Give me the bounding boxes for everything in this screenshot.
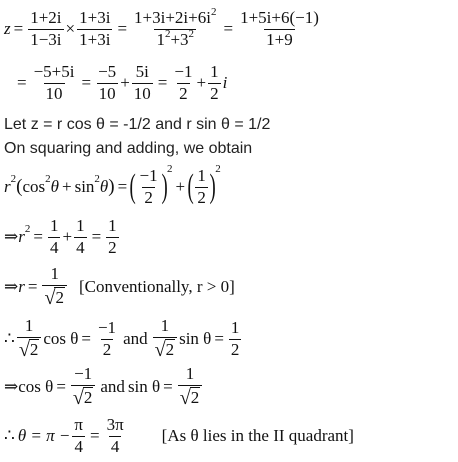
square-root <box>180 387 200 408</box>
radicand: 2 <box>55 288 64 308</box>
denominator <box>71 385 95 408</box>
numerator: −1 <box>139 165 158 185</box>
numerator: 1 <box>185 364 195 384</box>
denominator: 1+3i <box>79 29 111 49</box>
implies-arrow: ⇒ <box>4 277 19 296</box>
numerator <box>132 5 218 29</box>
numerator: 1 <box>50 264 59 284</box>
equals-sign: = <box>13 19 24 38</box>
fraction <box>132 63 153 103</box>
square-root <box>73 387 93 408</box>
equals-sign: = <box>81 329 91 348</box>
open-paren: ( <box>16 176 23 197</box>
equation-step-3 <box>4 162 221 212</box>
equation-step-7 <box>4 362 204 412</box>
close-paren: ) <box>108 176 115 197</box>
radicand: 2 <box>165 340 175 360</box>
equation-step-2 <box>14 58 227 108</box>
fraction <box>72 416 85 456</box>
equals-sign: = <box>157 73 168 92</box>
plus-sign: + <box>120 73 130 92</box>
fraction <box>132 5 218 49</box>
numerator: −5+5i <box>33 61 75 81</box>
denominator: 10 <box>45 83 63 103</box>
numerator: 1+5i+6(−1) <box>240 7 319 27</box>
close-paren-large: ) <box>161 168 168 205</box>
implies-arrow: ⇒ <box>4 377 19 396</box>
fraction <box>48 217 61 257</box>
square-root <box>155 339 175 360</box>
numerator: 3π <box>106 414 124 434</box>
exponent: 2 <box>210 5 217 18</box>
square-root <box>19 339 39 360</box>
times-sign: × <box>65 19 76 38</box>
numerator: 1 <box>76 215 85 235</box>
fraction <box>42 265 66 308</box>
denominator: 2 <box>144 187 153 207</box>
equation-step-1 <box>4 4 323 54</box>
radicand: 2 <box>83 388 93 408</box>
fraction <box>208 63 221 103</box>
numerator: 5i <box>135 61 149 81</box>
denominator: 2 <box>210 83 219 103</box>
equation-step-6 <box>4 314 243 364</box>
denominator <box>153 337 177 360</box>
square-root <box>44 287 64 308</box>
fraction <box>71 365 95 408</box>
exponent: 2 <box>188 27 195 40</box>
denominator <box>178 385 202 408</box>
exponent: 2 <box>45 173 51 185</box>
open-paren-large: ( <box>129 168 136 205</box>
numerator: −1 <box>74 364 93 384</box>
radical-sign-icon: √ <box>179 386 191 409</box>
numerator: 1+3i <box>79 7 111 27</box>
fraction <box>96 319 118 359</box>
text-squaring: On squaring and adding, we obtain <box>4 140 253 157</box>
radical-sign-icon: √ <box>72 386 84 409</box>
radical-sign-icon: √ <box>18 338 30 361</box>
fraction <box>32 63 77 103</box>
numerator: −1 <box>97 317 117 337</box>
theta-symbol: θ <box>50 177 59 196</box>
fraction <box>77 9 112 49</box>
numerator: 1 <box>108 215 117 235</box>
theta-expression: θ = π − <box>17 426 71 445</box>
denominator: 1−3i <box>30 29 62 49</box>
therefore-symbol: ∴ <box>4 329 15 348</box>
denominator: 1+9 <box>266 29 293 49</box>
fraction <box>229 319 242 359</box>
fraction <box>195 167 208 207</box>
equals-sign: = <box>91 227 102 246</box>
fraction <box>138 167 160 207</box>
and-word: and <box>123 329 148 348</box>
fraction <box>238 9 321 49</box>
z-symbol: z <box>4 19 11 38</box>
numerator: 1 <box>197 165 206 185</box>
denominator: 10 <box>98 83 116 103</box>
denominator: 10 <box>133 83 151 103</box>
sin-theta: sin θ <box>179 329 212 348</box>
equation-step-4 <box>4 214 121 260</box>
equals-sign: = <box>117 177 128 196</box>
equals-sign: = <box>163 377 173 396</box>
implies-arrow: ⇒ <box>4 227 19 246</box>
fraction <box>105 416 126 456</box>
equals-sign: = <box>56 377 66 396</box>
and-word: and <box>100 377 125 396</box>
numerator: 1 <box>24 316 34 336</box>
imaginary-unit: i <box>222 73 228 92</box>
close-paren-large: ) <box>209 168 216 205</box>
denominator: 2 <box>197 187 206 207</box>
fraction <box>74 217 87 257</box>
fraction <box>28 9 63 49</box>
numerator: 1 <box>49 215 59 235</box>
denominator-term: 3 <box>180 29 189 49</box>
fraction <box>172 63 194 103</box>
r-symbol: r <box>4 177 11 196</box>
equals-sign: = <box>89 426 100 445</box>
radical-sign-icon: √ <box>154 338 166 361</box>
equals-sign: = <box>117 19 128 38</box>
r-symbol: r <box>18 227 25 246</box>
denominator: 4 <box>76 237 85 257</box>
sin-function: sin <box>74 177 95 196</box>
plus-sign: + <box>62 227 73 246</box>
fraction <box>153 317 177 360</box>
equation-step-5 <box>4 262 235 312</box>
denominator: 2 <box>230 339 240 359</box>
exponent: 2 <box>164 27 171 40</box>
numerator: 1 <box>160 316 170 336</box>
equals-sign: = <box>214 329 224 348</box>
exponent: 2 <box>215 163 221 175</box>
exponent: 2 <box>166 163 173 175</box>
denominator: 4 <box>49 237 59 257</box>
numerator: 1 <box>210 61 219 81</box>
plus-sign: + <box>196 73 207 92</box>
denominator <box>17 337 41 360</box>
numerator: 1 <box>230 317 240 337</box>
denominator <box>154 29 196 50</box>
cos-theta: cos θ <box>18 377 54 396</box>
plus-sign: + <box>175 177 186 196</box>
plus-sign: + <box>61 177 72 196</box>
radicand: 2 <box>29 340 39 360</box>
denominator: 2 <box>108 237 117 257</box>
open-paren-large: ( <box>187 168 194 205</box>
cos-theta: cos θ <box>43 329 79 348</box>
fraction <box>106 217 119 257</box>
denominator: 2 <box>179 83 188 103</box>
equals-sign: = <box>17 73 27 92</box>
fraction <box>178 365 202 408</box>
denominator: 4 <box>74 436 83 456</box>
denominator <box>42 285 66 308</box>
equals-sign: = <box>223 19 234 38</box>
equals-sign: = <box>33 227 43 246</box>
sin-theta: sin θ <box>127 377 161 396</box>
cos-function: cos <box>22 177 46 196</box>
r-symbol: r <box>18 277 25 296</box>
theta-symbol: θ <box>99 177 109 196</box>
conventionally-note: [Conventionally, r > 0] <box>78 277 235 296</box>
radicand: 2 <box>190 388 200 408</box>
quadrant-note: [As θ lies in the II quadrant] <box>161 426 354 445</box>
denominator: 2 <box>102 339 112 359</box>
exponent: 2 <box>24 223 31 235</box>
text-let-z: Let z = r cos θ = -1/2 and r sin θ = 1/2 <box>4 116 271 133</box>
equation-step-8 <box>4 412 354 460</box>
therefore-symbol: ∴ <box>4 426 15 445</box>
plus-sign: + <box>170 29 181 49</box>
exponent: 2 <box>10 173 17 185</box>
exponent: 2 <box>94 173 100 185</box>
fraction <box>96 63 118 103</box>
denominator: 4 <box>110 436 120 456</box>
denominator-term: 1 <box>156 29 165 49</box>
equals-sign: = <box>27 277 38 296</box>
radical-sign-icon: √ <box>44 286 56 309</box>
numerator: π <box>74 414 83 434</box>
numerator-text: 1+3i+2i+6i <box>134 7 211 27</box>
numerator: −5 <box>98 61 117 81</box>
numerator: 1+2i <box>30 7 62 27</box>
fraction <box>17 317 41 360</box>
equals-sign: = <box>81 73 92 92</box>
numerator: −1 <box>174 61 193 81</box>
